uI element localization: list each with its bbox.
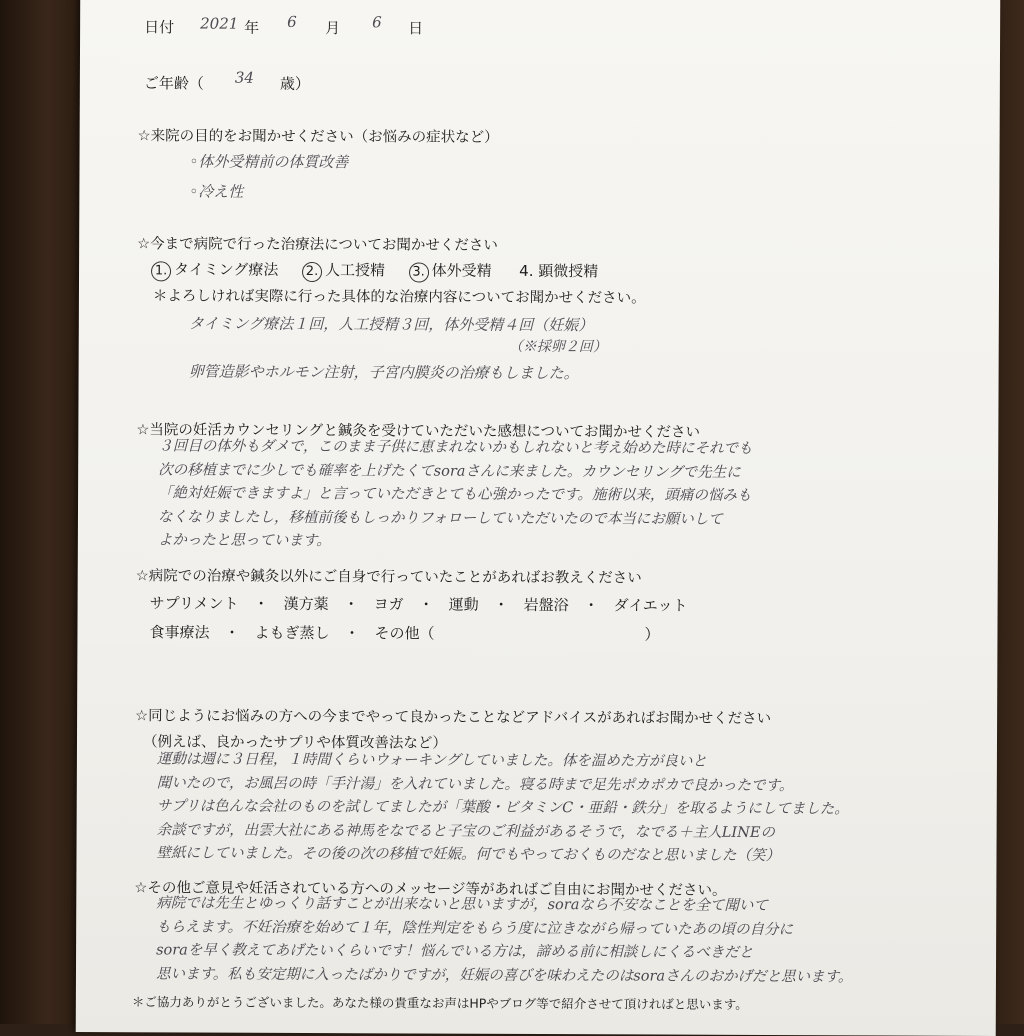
q2-option-3-num: 3.: [409, 262, 429, 282]
q5-answer-line-2: 聞いたので，お風呂の時「手汁湯」を入れていました。寝る時まで足先ポカポカで良かったです。: [156, 774, 794, 794]
q1-answer-1: ◦体外受精前の体質改善: [189, 152, 349, 172]
q5-answer-line-5: 壁紙にしていました。その後の次の移植で妊娠。何でもやっておくものだなと思いました（笑）: [156, 845, 781, 865]
q3-answer-line-4: なくなりましたし，移植前後もしっかりフォローしていただいたので本当にお願いして: [157, 508, 723, 528]
q6-answer-line-4: 思います。私も安定期に入ったばかりですが，妊娠の喜びを味わえたのはsoraさんのおかげだと思います。: [155, 965, 853, 985]
q1-question: ☆来院の目的をお聞かせください（お悩みの症状など）: [137, 128, 499, 146]
q4-options-row-1: サプリメント ・ 漢方薬 ・ ヨガ ・ 運動 ・ 岩盤浴 ・ ダイエット: [149, 594, 688, 615]
q6-question: ☆その他ご意見や妊活されている方へのメッセージ等があればご自由にお聞かせください。: [134, 880, 727, 899]
q4-question: ☆病院での治療や鍼灸以外にご自身で行っていたことがあればお教えください: [135, 568, 642, 587]
q6-answer-line-1: 病院では先生とゆっくり話すことが出来ないと思いますが，soraなら不安なことを全て聞いて: [156, 895, 768, 915]
q2-option-1-label: タイミング療法: [174, 260, 279, 279]
q2-answer-note: （※採卵２回）: [508, 338, 607, 356]
q5-answer: [156, 748, 987, 869]
q1-answer-2: ◦冷え性: [189, 182, 244, 201]
date-month-unit: 月: [325, 19, 341, 38]
age-label: ご年齢（: [143, 74, 204, 93]
q2-answer-line-1: タイミング療法１回，人工授精３回，体外受精４回（妊娠）: [188, 314, 594, 335]
q2-options: [151, 258, 598, 283]
q2-sub-question: ＊よろしければ実際に行った具体的な治療内容についてお聞かせください。: [152, 288, 646, 307]
q2-option-4: [519, 262, 598, 280]
q3-answer-line-5: よかったと思っています。: [157, 532, 331, 550]
q6-answer-line-2: もらえます。不妊治療を始めて１年，陰性判定をもらう度に泣きながら帰っていたあの頃の自分に: [156, 918, 794, 938]
q3-answer-line-2: 次の移植までに少しでも確率を上げたくてsoraさんに来ました。カウンセリングで先生に: [158, 461, 741, 481]
date-year-unit: 年: [244, 18, 260, 37]
q2-question: ☆今まで病院で行った治療法についてお聞かせください: [137, 236, 498, 254]
date-day-unit: 日: [408, 19, 424, 38]
q2-option-2-num: 2.: [302, 262, 322, 282]
q2-option-2: [302, 261, 385, 279]
q2-option-3: [409, 261, 492, 279]
q5-question: ☆同じようにお悩みの方への今までやって良かったことなどアドバイスがあればお聞かせください: [135, 708, 772, 728]
date-year: 2021: [200, 14, 239, 33]
q5-answer-line-4: 余談ですが，出雲大社にある神馬をなでると子宝のご利益があるそうで，なでる＋主人LINEの: [156, 821, 775, 841]
date-month: 6: [287, 12, 297, 31]
q3-answer: [158, 435, 959, 556]
q6-answer: [156, 892, 986, 990]
date-day: 6: [372, 13, 382, 32]
q5-answer-line-1: 運動は週に３日程，１時間くらいウォーキングしていました。体を温めた方が良いと: [156, 751, 707, 770]
q2-option-1-num: 1.: [151, 261, 171, 281]
q5-sub-question: （例えば、良かったサプリや体質改善法など）: [142, 734, 447, 752]
q2-option-2-label: 人工授精: [324, 261, 386, 280]
date-label: 日付: [144, 18, 175, 37]
q3-answer-line-3: 「絶対妊娠できますよ」と言っていただきとても心強かったです。施術以来，頭痛の悩みも: [158, 485, 752, 504]
wood-background-left: [0, 0, 80, 1024]
age-unit: 歳）: [279, 74, 310, 94]
q2-option-4-label: 顕微授精: [538, 261, 599, 281]
q6-answer-line-3: soraを早く教えてあげたいくらいです！悩んでいる方は，諦める前に相談しにくるべきだと: [156, 942, 754, 961]
q4-options-row-2: 食事療法 ・ よもぎ蒸し ・ その他（ ）: [149, 623, 660, 644]
age-value: 34: [234, 68, 255, 87]
q2-option-1: [151, 260, 278, 279]
q2-answer-line-2: 卵管造影やホルモン注射，子宮内膜炎の治療もしました。: [188, 362, 579, 383]
q2-option-4-num: 4.: [519, 261, 534, 280]
q5-answer-line-3: サプリは色んな会社のものを試してましたが「葉酸・ビタミンC・亜鉛・鉄分」を取るようにしてました。: [156, 798, 849, 818]
q2-option-3-label: 体外受精: [431, 261, 492, 280]
q3-question: ☆当院の妊活カウンセリングと鍼灸を受けていただいた感想についてお聞かせください: [136, 422, 701, 441]
q3-answer-line-1: ３回目の体外もダメで，このまま子供に恵まれないかもしれないと考え始めた時にそれでも: [158, 438, 753, 457]
footer-thanks: ＊ご協力ありがとうございました。あなた様の貴重なお声はHPやブログ等で紹介させて頂ければと思います。: [131, 994, 748, 1012]
questionnaire-sheet: [76, 0, 1001, 1036]
